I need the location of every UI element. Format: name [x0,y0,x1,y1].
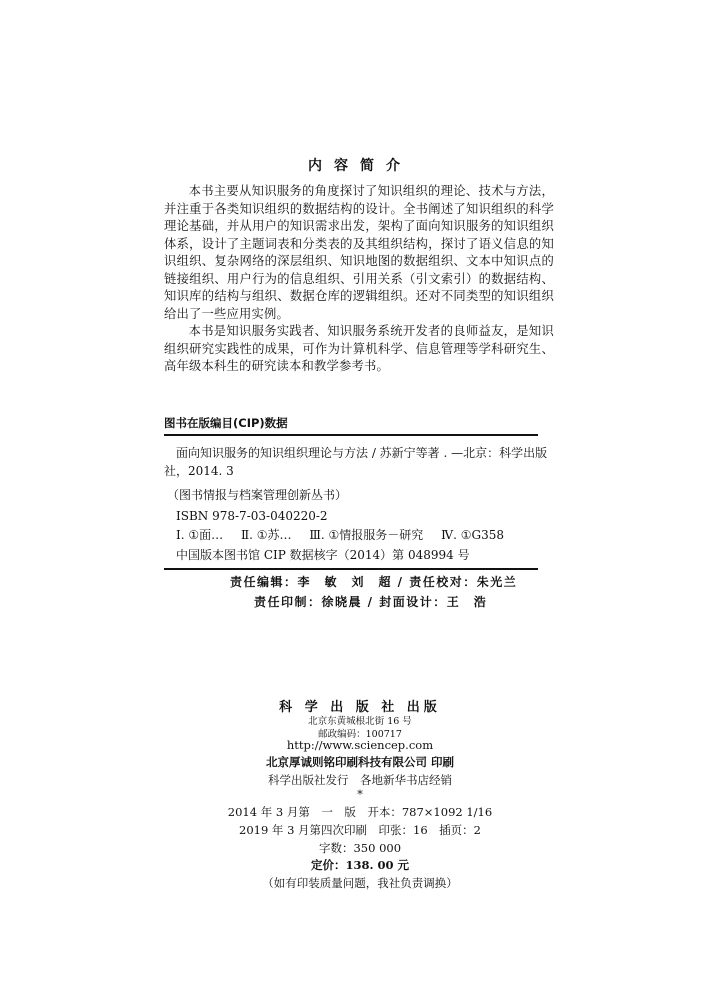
cip-subject-4: Ⅳ. ①G358 [441,528,505,542]
cip-bottom-rule [164,568,538,570]
cip-description-line-2: 社，2014. 3 [164,464,234,478]
cip-subject-index [176,526,518,543]
publisher-postcode: 邮政编码：100717 [318,729,402,740]
cip-subject-1: Ⅰ. ①面… [176,528,224,542]
printing-info: 2019 年 3 月第四次印刷 印张：16 插页：2 [239,823,481,837]
publisher-name: 科 学 出 版 社 出版 [279,700,441,715]
separator-star: * [357,787,363,801]
publisher-website: http://www.sciencep.com [286,738,434,752]
cip-isbn: ISBN 978-7-03-040220-2 [176,509,328,523]
cip-heading: 图书在版编目(CIP)数据 [164,416,288,430]
cip-number: 中国版本图书馆 CIP 数据核字（2014）第 048994 号 [176,548,470,562]
staff-editors: 责任编辑：李 敏 刘 超 / 责任校对：朱光兰 [230,575,518,589]
quality-note: （如有印装质量问题，我社负责调换） [262,876,458,890]
summary-paragraph-2: 本书是知识服务实践者、知识服务系统开发者的良师益友，是知识组织研究实践性的成果，可作为计算机科学、信息管理等学科研究生、高年级本科生的研究读本和教学参考书。 [164,324,554,373]
staff-production: 责任印制：徐晓晨 / 封面设计：王 浩 [254,595,488,609]
publisher-address: 北京东黄城根北街 16 号 [308,716,412,727]
word-count: 字数：350 000 [318,841,402,855]
printer-name: 北京厚诚则铭印刷科技有限公司 印刷 [265,755,454,769]
cip-top-rule [164,434,538,436]
cip-subject-3: Ⅲ. ①情报服务－研究 [309,528,424,542]
cip-description-line-1: 面向知识服务的知识组织理论与方法 / 苏新宁等著 . —北京：科学出版 [176,446,548,460]
price: 定价：138. 00 元 [310,858,410,872]
distribution-info: 科学出版社发行 各地新华书店经销 [268,773,452,787]
cip-series: （图书情报与档案管理创新丛书） [167,488,348,502]
content-summary-title: 内容简介 [308,158,412,174]
summary-paragraph-1: 本书主要从知识服务的角度探讨了知识组织的理论、技术与方法，并注重于各类知识组织的数据结构的设计。全书阐述了知识组织的科学理论基础，并从用户的知识需求出发，架构了面向知识服务的知识组织体系，设计了主题词表和分类表的及其组织结构，探讨了语义信息的知识组织、复杂网络的深层组织、知识地图的数据组织、文本中知识点的链接组织、用户行为的信息组织、引用关系（引文索引）的数据结构、知识库的结构与组织、数据仓库的逻辑组织。还对不同类型的知识组织给出了一些应用实例。 [164,184,554,321]
cip-subject-2: Ⅱ. ①苏… [240,528,292,542]
edition-info: 2014 年 3 月第 一 版 开本：787×1092 1/16 [227,805,493,819]
